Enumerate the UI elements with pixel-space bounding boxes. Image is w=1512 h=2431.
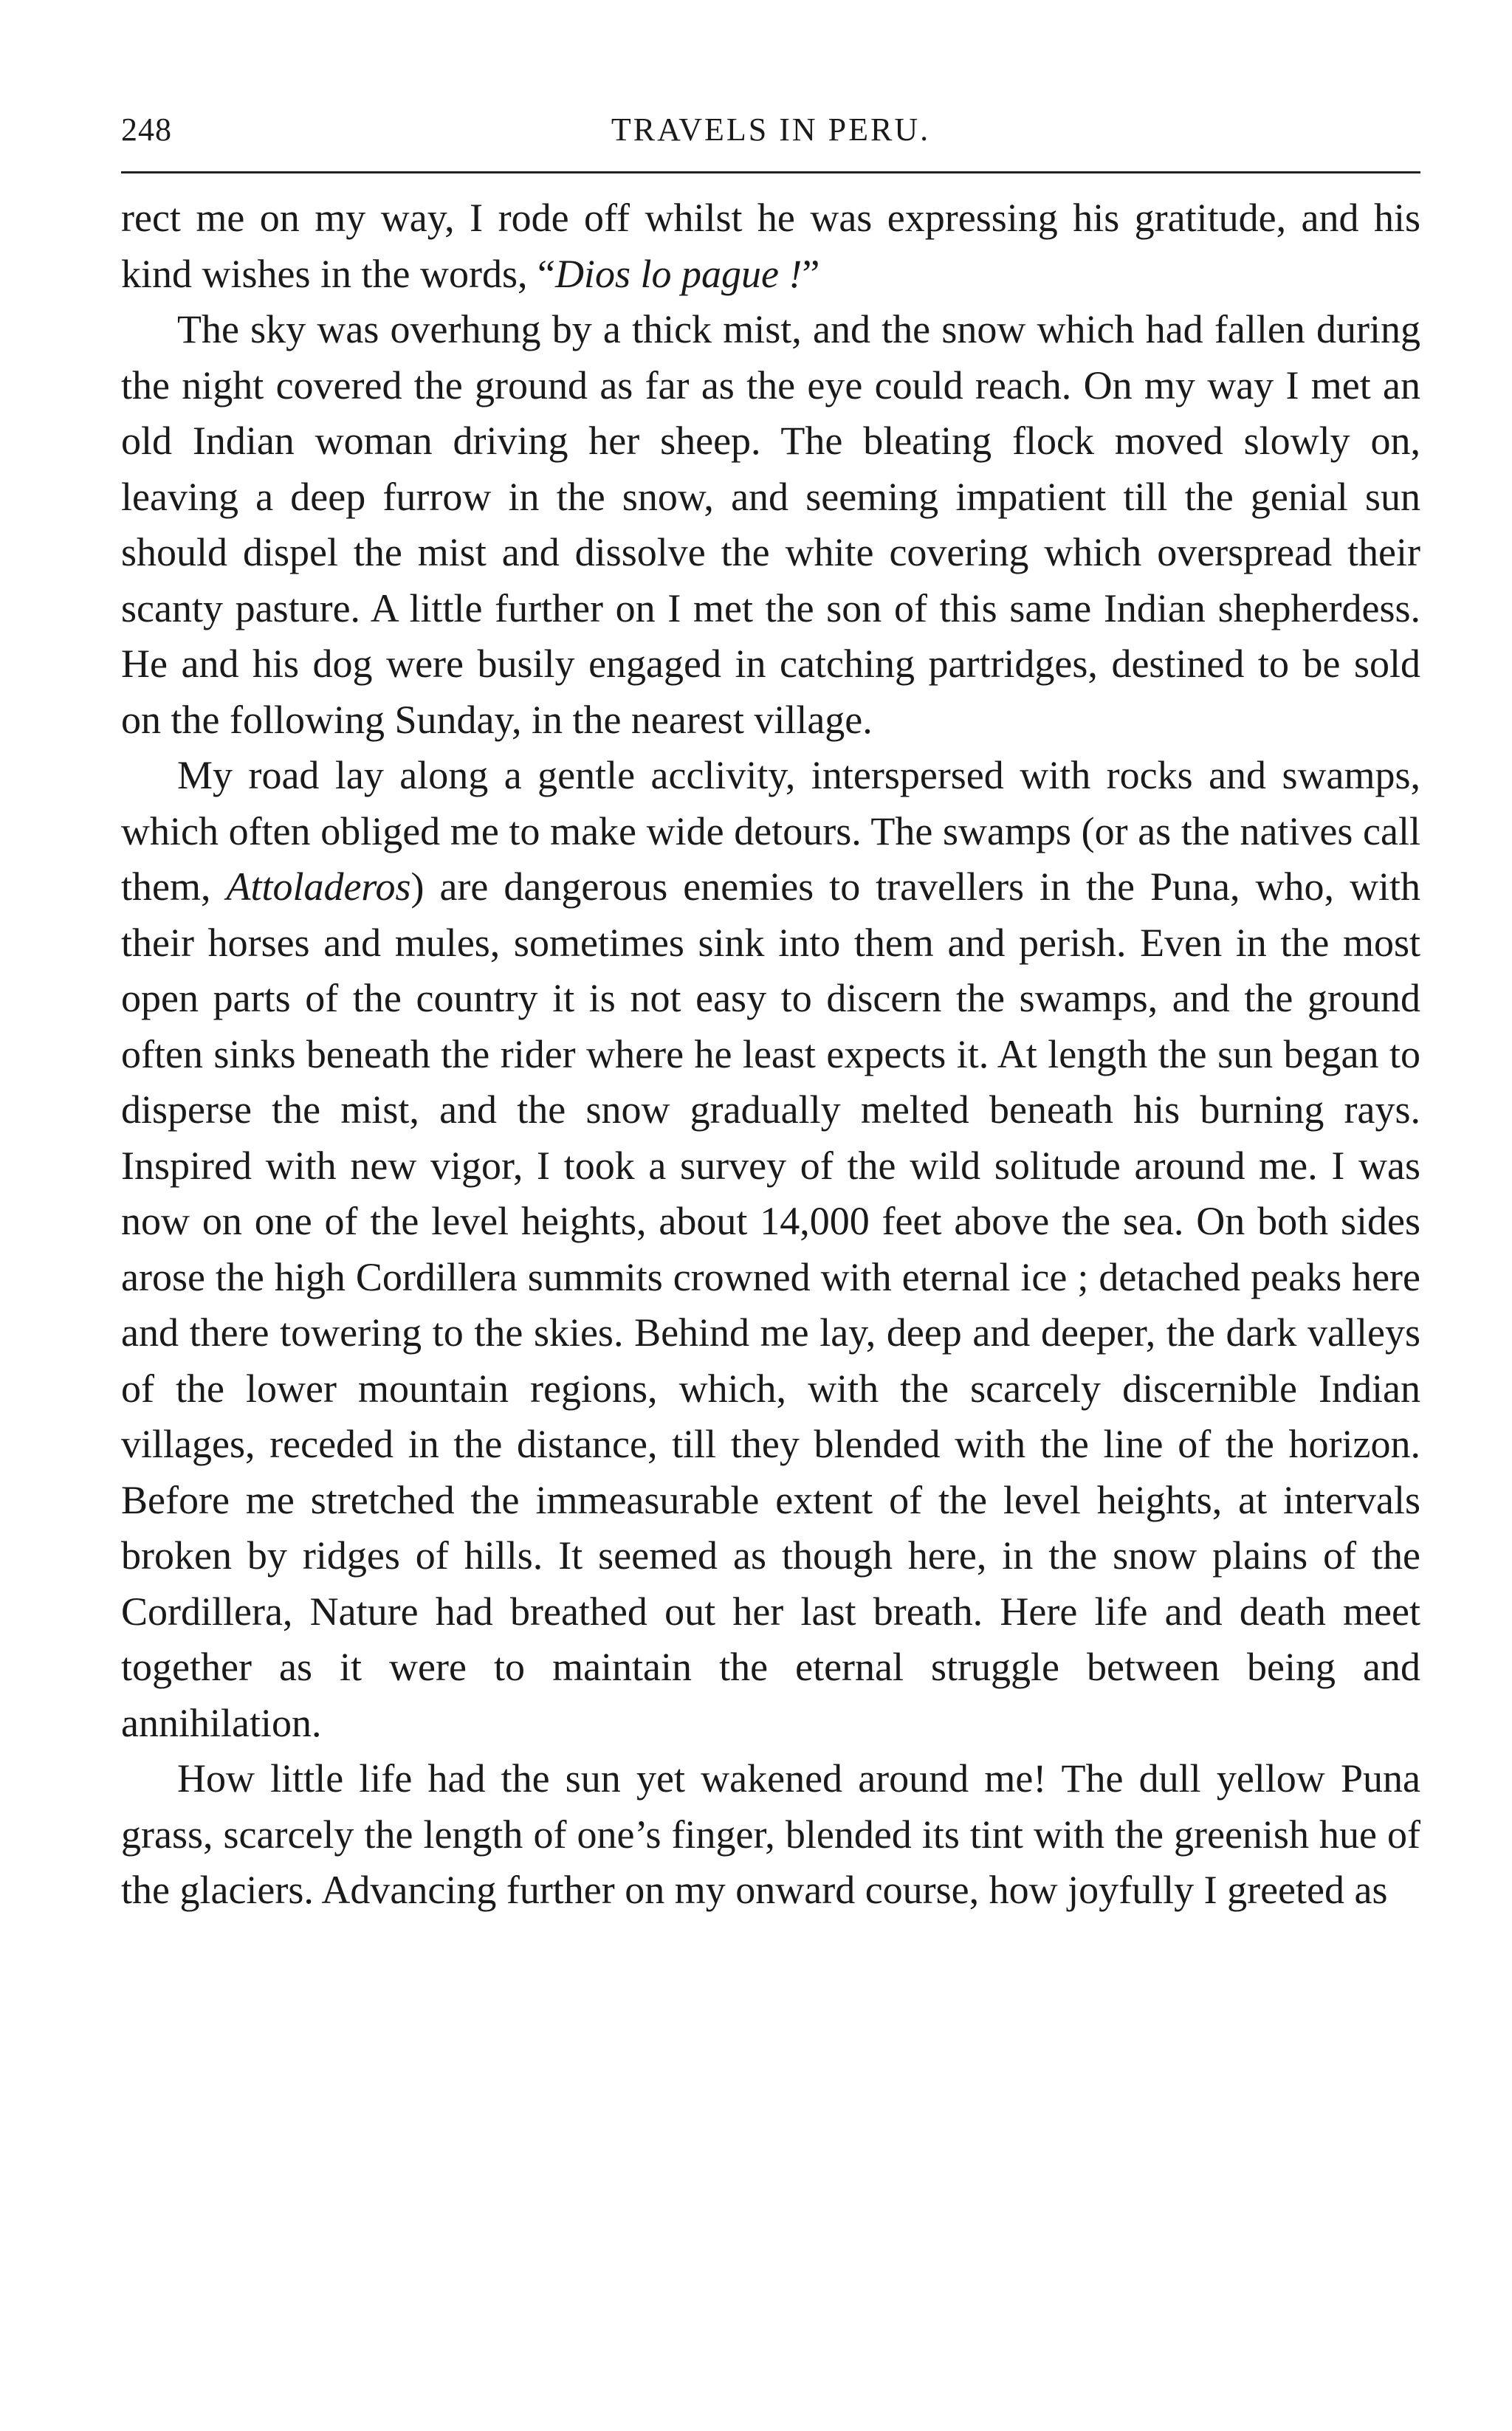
paragraph-1-text-b: ” — [802, 251, 820, 296]
page-number: 248 — [121, 111, 172, 148]
paragraph-1 — [121, 190, 1420, 302]
paragraph-3-italic: Attoladeros — [226, 864, 411, 909]
paragraph-4: How little life had the sun yet wakened around me! The dull yellow Puna grass, scarcely the length of one’s finger, blended its tint with the greenish hue of the glaciers. Advancing further on my onward course, how joyfully I greeted as — [121, 1756, 1420, 1912]
paragraph-3-text-b: ) are dangerous enemies to travellers in the Puna, who, with their horses and mules, sometimes sink into them and perish. Even in the most open parts of the country it is not easy to discern the swamps, and the ground often sinks beneath the rider where he least expects it. At length the sun began to disperse the mist, and the snow gradually melted beneath his burning rays. Inspired with new vigor, I took a survey of the wild solitude around me. I was now on one of the level heights, about 14,000 feet above the sea. On both sides arose the high Cordillera summits crowned with eternal ice ; detached peaks here and there towering to the skies. Behind me lay, deep and deeper, the dark valleys of the lower mountain regions, which, with the scarcely discernible Indian villages, receded in the distance, till they blended with the line of the horizon. Before me stretched the immeasurable extent of the level heights, at intervals broken by ridges of hills. It seemed as though here, in the snow plains of the Cordillera, Nature had breathed out her last breath. Here life and death meet together as it were to maintain the eternal struggle between being and annihilation. — [121, 864, 1420, 1745]
header-rule — [121, 171, 1420, 173]
paragraph-3-text-a: My road lay along a gentle acclivity, interspersed with rocks and swamps, which often obliged me to make wide detours. The swamps (or as the natives call them, — [121, 753, 1420, 909]
paragraph-1-italic: Dios lo pague ! — [554, 251, 803, 296]
body-text — [121, 190, 1420, 1919]
paragraph-2: The sky was overhung by a thick mist, and the snow which had fallen during the night covered the ground as far as the eye could reach. On my way I met an old Indian woman driving her sheep. The bleating flock moved slowly on, leaving a deep furrow in the snow, and seeming impatient till the genial sun should dispel the mist and dissolve the white covering which overspread their scanty pasture. A little further on I met the son of this same Indian shepherdess. He and his dog were busily engaged in catching partridges, destined to be sold on the following Sunday, in the nearest village. — [121, 307, 1420, 742]
paragraph-1-text-a: rect me on my way, I rode off whilst he was expressing his gratitude, and his kind wishes in the words, “ — [121, 196, 1420, 296]
paragraph-3 — [121, 748, 1420, 1751]
running-title: TRAVELS IN PERU. — [611, 111, 931, 148]
page-header — [121, 111, 1420, 162]
